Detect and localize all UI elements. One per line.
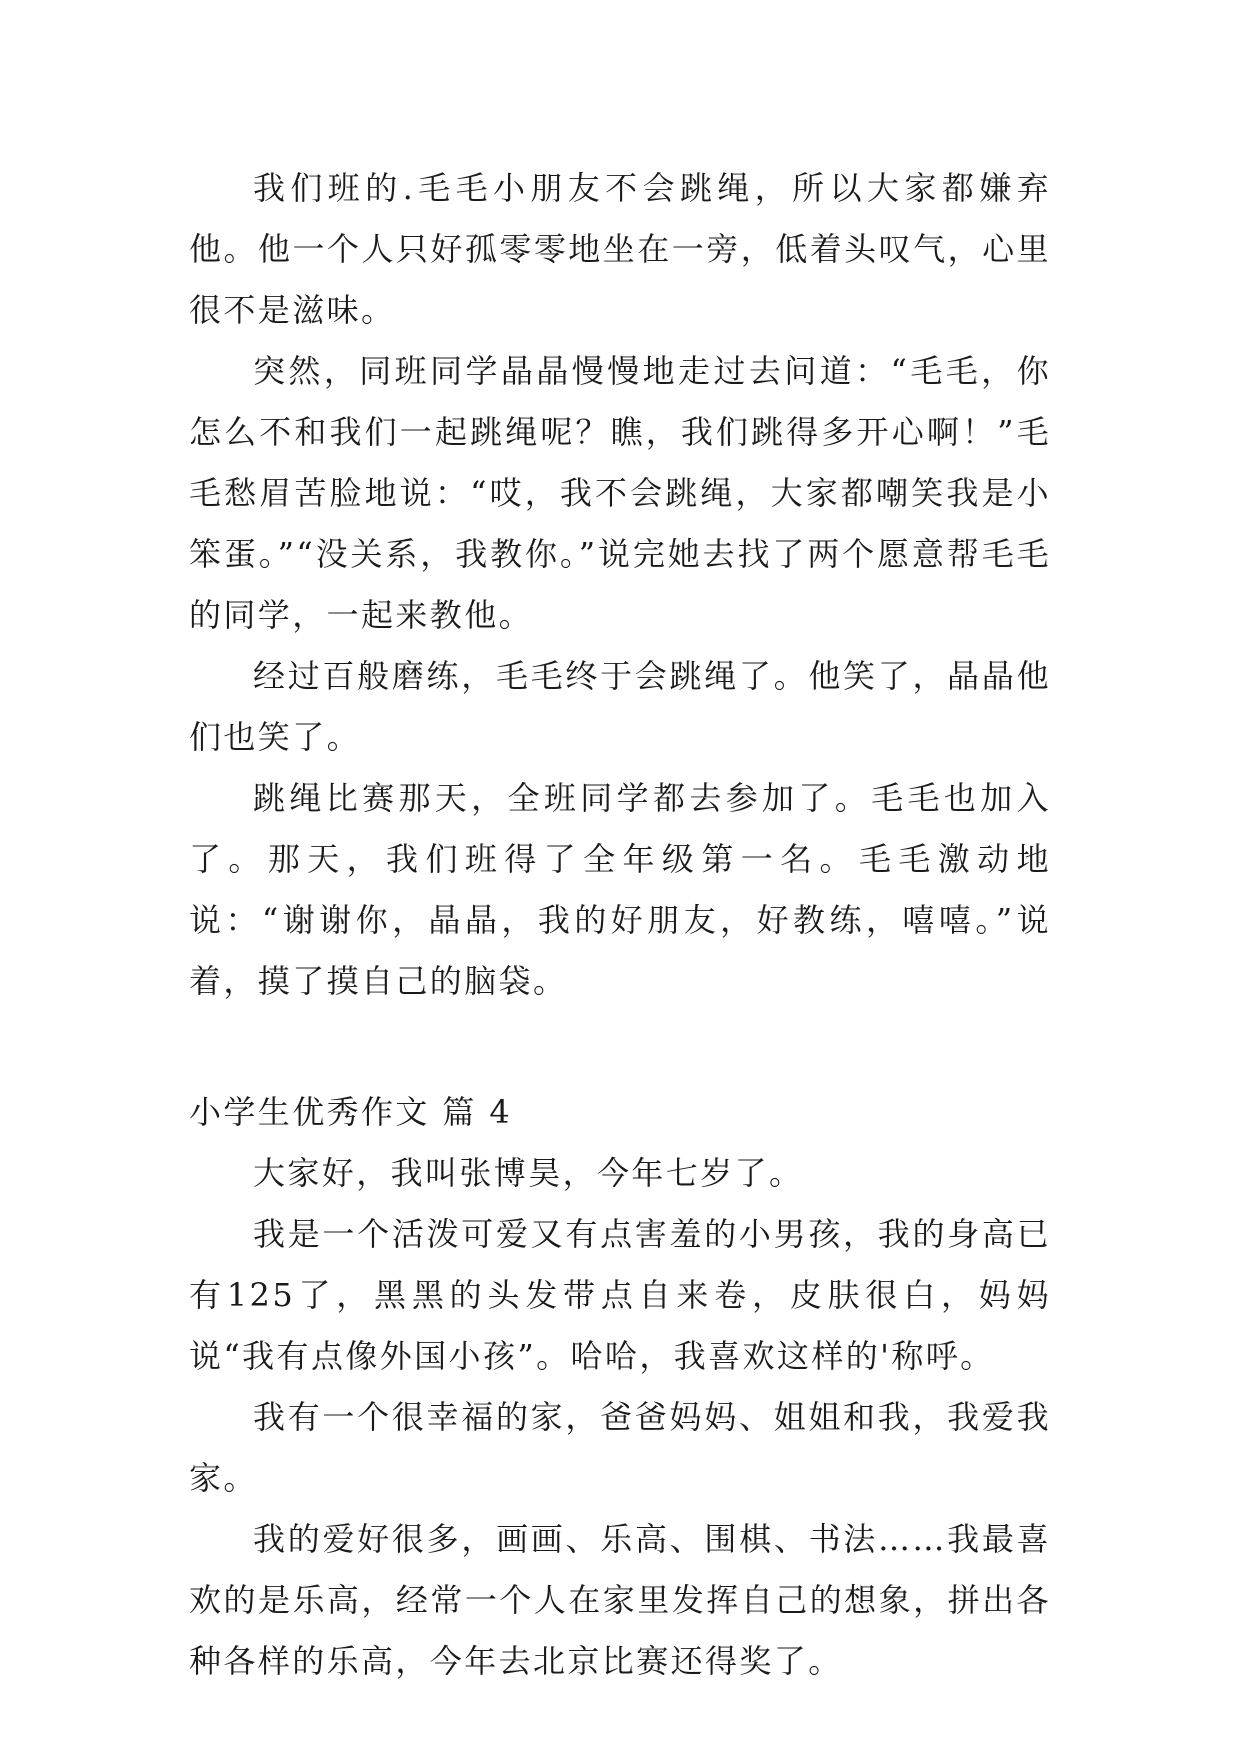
section-spacer — [189, 1012, 1051, 1082]
paragraph: 跳绳比赛那天，全班同学都去参加了。毛毛也加入了。那天，我们班得了全年级第一名。毛毛激动地说：“谢谢你，晶晶，我的好朋友，好教练，嘻嘻。”说着，摸了摸自己的脑袋。 — [189, 779, 1051, 1000]
paragraph: 我的爱好很多，画画、乐高、围棋、书法……我最喜欢的是乐高，经常一个人在家里发挥自己的想象，拼出各种各样的乐高，今年去北京比赛还得奖了。 — [189, 1520, 1051, 1680]
document-page — [189, 158, 1051, 1692]
paragraph: 我有一个很幸福的家，爸爸妈妈、姐姐和我，我爱我家。 — [189, 1398, 1051, 1497]
paragraph: 大家好，我叫张博昊，今年七岁了。 — [253, 1154, 804, 1192]
paragraph: 经过百般磨练，毛毛终于会跳绳了。他笑了，晶晶他们也笑了。 — [189, 657, 1051, 756]
paragraph: 突然，同班同学晶晶慢慢地走过去问道：“毛毛，你怎么不和我们一起跳绳呢？瞧，我们跳得多开心啊！”毛毛愁眉苦脸地说：“哎，我不会跳绳，大家都嘲笑我是小笨蛋。”“没关系，我教你。”说完她去找了两个愿意帮毛毛的同学，一起来教他。 — [189, 352, 1051, 634]
paragraph: 我们班的.毛毛小朋友不会跳绳，所以大家都嫌弃他。他一个人只好孤零零地坐在一旁，低着头叹气，心里很不是滋味。 — [189, 169, 1051, 329]
section-heading: 小学生优秀作文 篇 4 — [189, 1093, 513, 1131]
paragraph: 我是一个活泼可爱又有点害羞的小男孩，我的身高已有125了，黑黑的头发带点自来卷，皮肤很白，妈妈说“我有点像外国小孩”。哈哈，我喜欢这样的'称呼。 — [189, 1215, 1051, 1375]
